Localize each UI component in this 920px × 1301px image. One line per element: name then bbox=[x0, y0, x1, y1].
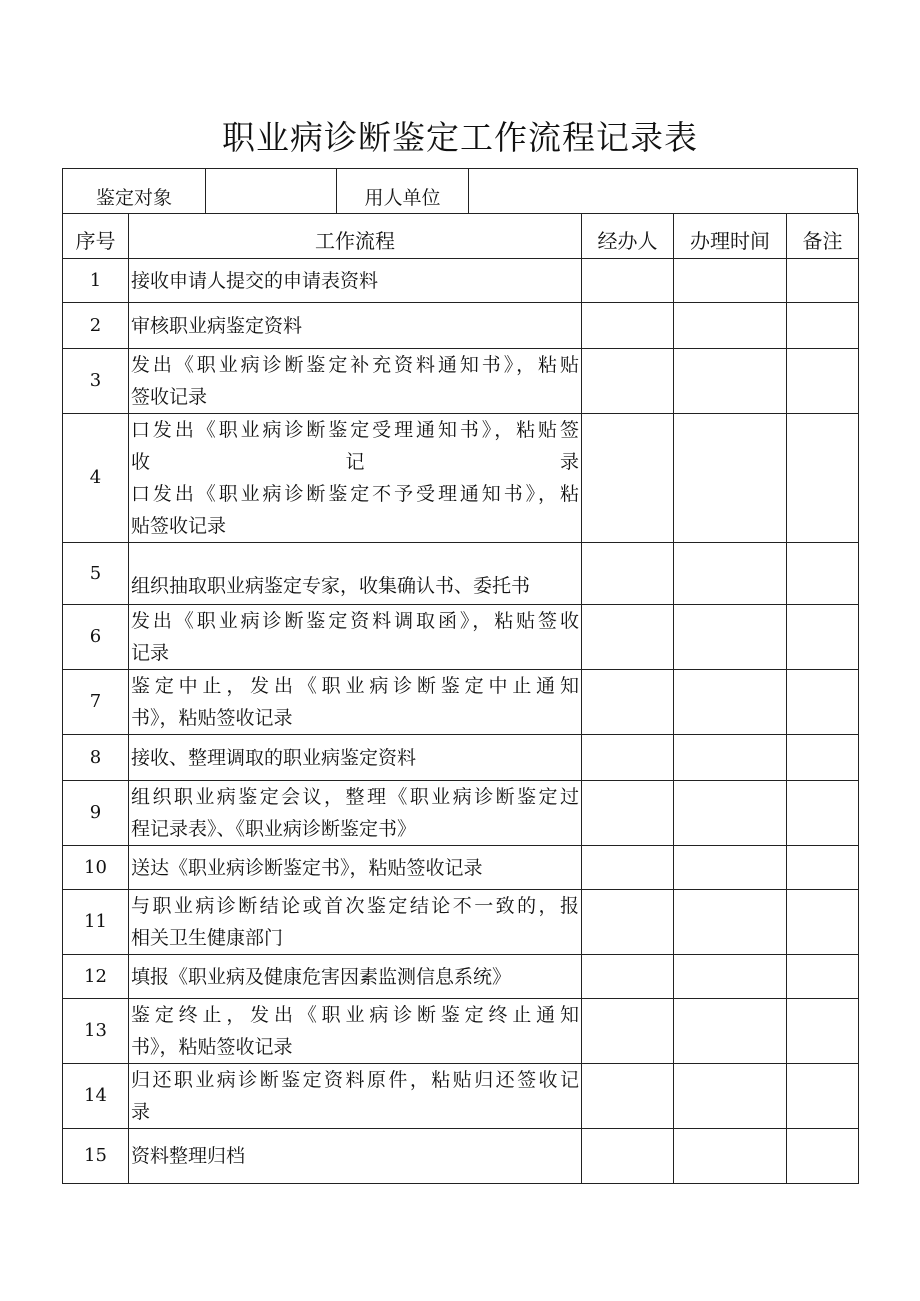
row-handler[interactable] bbox=[582, 1064, 674, 1129]
row-handler[interactable] bbox=[582, 781, 674, 846]
row-seq: 10 bbox=[63, 846, 129, 890]
table-row bbox=[63, 414, 859, 543]
row-seq: 13 bbox=[63, 999, 129, 1064]
table-row bbox=[63, 735, 859, 781]
employer-label: 用人单位 bbox=[337, 169, 469, 213]
row-seq: 3 bbox=[63, 349, 129, 414]
process-line: 贴签收记录 bbox=[131, 515, 227, 537]
row-process bbox=[129, 846, 582, 890]
row-seq: 4 bbox=[63, 414, 129, 543]
row-seq: 8 bbox=[63, 735, 129, 781]
row-remarks[interactable] bbox=[787, 999, 859, 1064]
row-handler[interactable] bbox=[582, 414, 674, 543]
header-time: 办理时间 bbox=[674, 214, 787, 259]
process-line: 填报《职业病及健康危害因素监测信息系统》 bbox=[131, 965, 512, 988]
workflow-table bbox=[62, 213, 859, 1184]
row-handler[interactable] bbox=[582, 349, 674, 414]
row-seq: 2 bbox=[63, 303, 129, 349]
process-line: 发出《职业病诊断鉴定补充资料通知书》，粘贴 bbox=[131, 354, 579, 376]
row-remarks[interactable] bbox=[787, 1064, 859, 1129]
row-handler[interactable] bbox=[582, 846, 674, 890]
row-time[interactable] bbox=[674, 955, 787, 999]
row-process bbox=[129, 414, 582, 543]
process-line: 口发出《职业病诊断鉴定受理通知书》，粘贴签 bbox=[131, 419, 579, 441]
row-time[interactable] bbox=[674, 846, 787, 890]
row-process bbox=[129, 1064, 582, 1129]
row-process bbox=[129, 259, 582, 303]
process-line: 接收、整理调取的职业病鉴定资料 bbox=[131, 746, 417, 769]
row-seq: 15 bbox=[63, 1129, 129, 1184]
header-row bbox=[63, 214, 859, 259]
process-line: 收记录 bbox=[131, 451, 579, 473]
header-seq: 序号 bbox=[63, 214, 129, 259]
table-row bbox=[63, 846, 859, 890]
table-row bbox=[63, 1064, 859, 1129]
process-line: 发出《职业病诊断鉴定资料调取函》，粘贴签收 bbox=[131, 610, 579, 632]
row-handler[interactable] bbox=[582, 543, 674, 605]
row-process bbox=[129, 999, 582, 1064]
row-seq: 1 bbox=[63, 259, 129, 303]
row-time[interactable] bbox=[674, 670, 787, 735]
header-process: 工作流程 bbox=[129, 214, 582, 259]
row-remarks[interactable] bbox=[787, 781, 859, 846]
table-row bbox=[63, 259, 859, 303]
table-row bbox=[63, 955, 859, 999]
process-line: 口发出《职业病诊断鉴定不予受理通知书》，粘 bbox=[131, 483, 579, 505]
row-handler[interactable] bbox=[582, 670, 674, 735]
process-line: 审核职业病鉴定资料 bbox=[131, 314, 303, 337]
row-handler[interactable] bbox=[582, 303, 674, 349]
row-remarks[interactable] bbox=[787, 955, 859, 999]
row-seq: 6 bbox=[63, 605, 129, 670]
row-time[interactable] bbox=[674, 999, 787, 1064]
row-remarks[interactable] bbox=[787, 846, 859, 890]
header-remarks: 备注 bbox=[787, 214, 859, 259]
process-line: 鉴定中止，发出《职业病诊断鉴定中止通知 bbox=[131, 675, 579, 697]
row-process bbox=[129, 303, 582, 349]
table-row bbox=[63, 999, 859, 1064]
process-line: 资料整理归档 bbox=[131, 1145, 246, 1167]
process-line: 与职业病诊断结论或首次鉴定结论不一致的，报 bbox=[131, 895, 579, 917]
table-row bbox=[63, 781, 859, 846]
row-time[interactable] bbox=[674, 414, 787, 543]
process-line: 签收记录 bbox=[131, 386, 208, 408]
process-line: 记录 bbox=[131, 642, 170, 664]
row-handler[interactable] bbox=[582, 955, 674, 999]
row-process bbox=[129, 543, 582, 605]
employer-value[interactable] bbox=[469, 169, 857, 213]
row-handler[interactable] bbox=[582, 259, 674, 303]
row-time[interactable] bbox=[674, 890, 787, 955]
row-time[interactable] bbox=[674, 349, 787, 414]
row-remarks[interactable] bbox=[787, 1129, 859, 1184]
row-handler[interactable] bbox=[582, 735, 674, 781]
row-remarks[interactable] bbox=[787, 414, 859, 543]
subject-value[interactable] bbox=[206, 169, 337, 213]
page-title: 职业病诊断鉴定工作流程记录表 bbox=[222, 118, 698, 157]
row-seq: 12 bbox=[63, 955, 129, 999]
table-row bbox=[63, 605, 859, 670]
row-time[interactable] bbox=[674, 1064, 787, 1129]
process-line: 归还职业病诊断鉴定资料原件，粘贴归还签收记 bbox=[131, 1069, 579, 1091]
row-seq: 7 bbox=[63, 670, 129, 735]
row-time[interactable] bbox=[674, 735, 787, 781]
row-process bbox=[129, 605, 582, 670]
row-seq: 14 bbox=[63, 1064, 129, 1129]
process-line: 录 bbox=[131, 1101, 151, 1123]
info-table bbox=[62, 168, 858, 214]
row-handler[interactable] bbox=[582, 1129, 674, 1184]
row-remarks[interactable] bbox=[787, 605, 859, 670]
row-seq: 11 bbox=[63, 890, 129, 955]
row-handler[interactable] bbox=[582, 999, 674, 1064]
row-time[interactable] bbox=[674, 1129, 787, 1184]
process-line: 书》，粘贴签收记录 bbox=[131, 707, 293, 729]
process-line: 书》，粘贴签收记录 bbox=[131, 1036, 293, 1058]
row-process bbox=[129, 735, 582, 781]
process-line: 组织职业病鉴定会议，整理《职业病诊断鉴定过 bbox=[131, 786, 579, 808]
table-row bbox=[63, 303, 859, 349]
row-handler[interactable] bbox=[582, 605, 674, 670]
row-handler[interactable] bbox=[582, 890, 674, 955]
table-row bbox=[63, 890, 859, 955]
row-remarks[interactable] bbox=[787, 349, 859, 414]
table-row bbox=[63, 1129, 859, 1184]
process-line: 送达《职业病诊断鉴定书》，粘贴签收记录 bbox=[131, 856, 483, 879]
row-process bbox=[129, 955, 582, 999]
row-remarks[interactable] bbox=[787, 543, 859, 605]
row-process bbox=[129, 781, 582, 846]
process-line: 相关卫生健康部门 bbox=[131, 927, 284, 949]
row-time[interactable] bbox=[674, 259, 787, 303]
process-line: 鉴定终止，发出《职业病诊断鉴定终止通知 bbox=[131, 1004, 579, 1026]
row-time[interactable] bbox=[674, 605, 787, 670]
row-time[interactable] bbox=[674, 543, 787, 605]
header-handler: 经办人 bbox=[582, 214, 674, 259]
row-process bbox=[129, 890, 582, 955]
process-line: 组织抽取职业病鉴定专家，收集确认书、委托书 bbox=[131, 575, 531, 597]
row-remarks[interactable] bbox=[787, 303, 859, 349]
row-process bbox=[129, 349, 582, 414]
table-row bbox=[63, 349, 859, 414]
row-remarks[interactable] bbox=[787, 890, 859, 955]
row-remarks[interactable] bbox=[787, 670, 859, 735]
table-row bbox=[63, 670, 859, 735]
table-row bbox=[63, 543, 859, 605]
row-time[interactable] bbox=[674, 303, 787, 349]
row-process bbox=[129, 1129, 582, 1184]
row-remarks[interactable] bbox=[787, 735, 859, 781]
subject-label: 鉴定对象 bbox=[63, 169, 206, 213]
row-time[interactable] bbox=[674, 781, 787, 846]
row-seq: 9 bbox=[63, 781, 129, 846]
row-remarks[interactable] bbox=[787, 259, 859, 303]
process-line: 接收申请人提交的申请表资料 bbox=[131, 269, 379, 292]
process-line: 程记录表》、《职业病诊断鉴定书》 bbox=[131, 818, 417, 840]
row-process bbox=[129, 670, 582, 735]
row-seq: 5 bbox=[63, 543, 129, 605]
